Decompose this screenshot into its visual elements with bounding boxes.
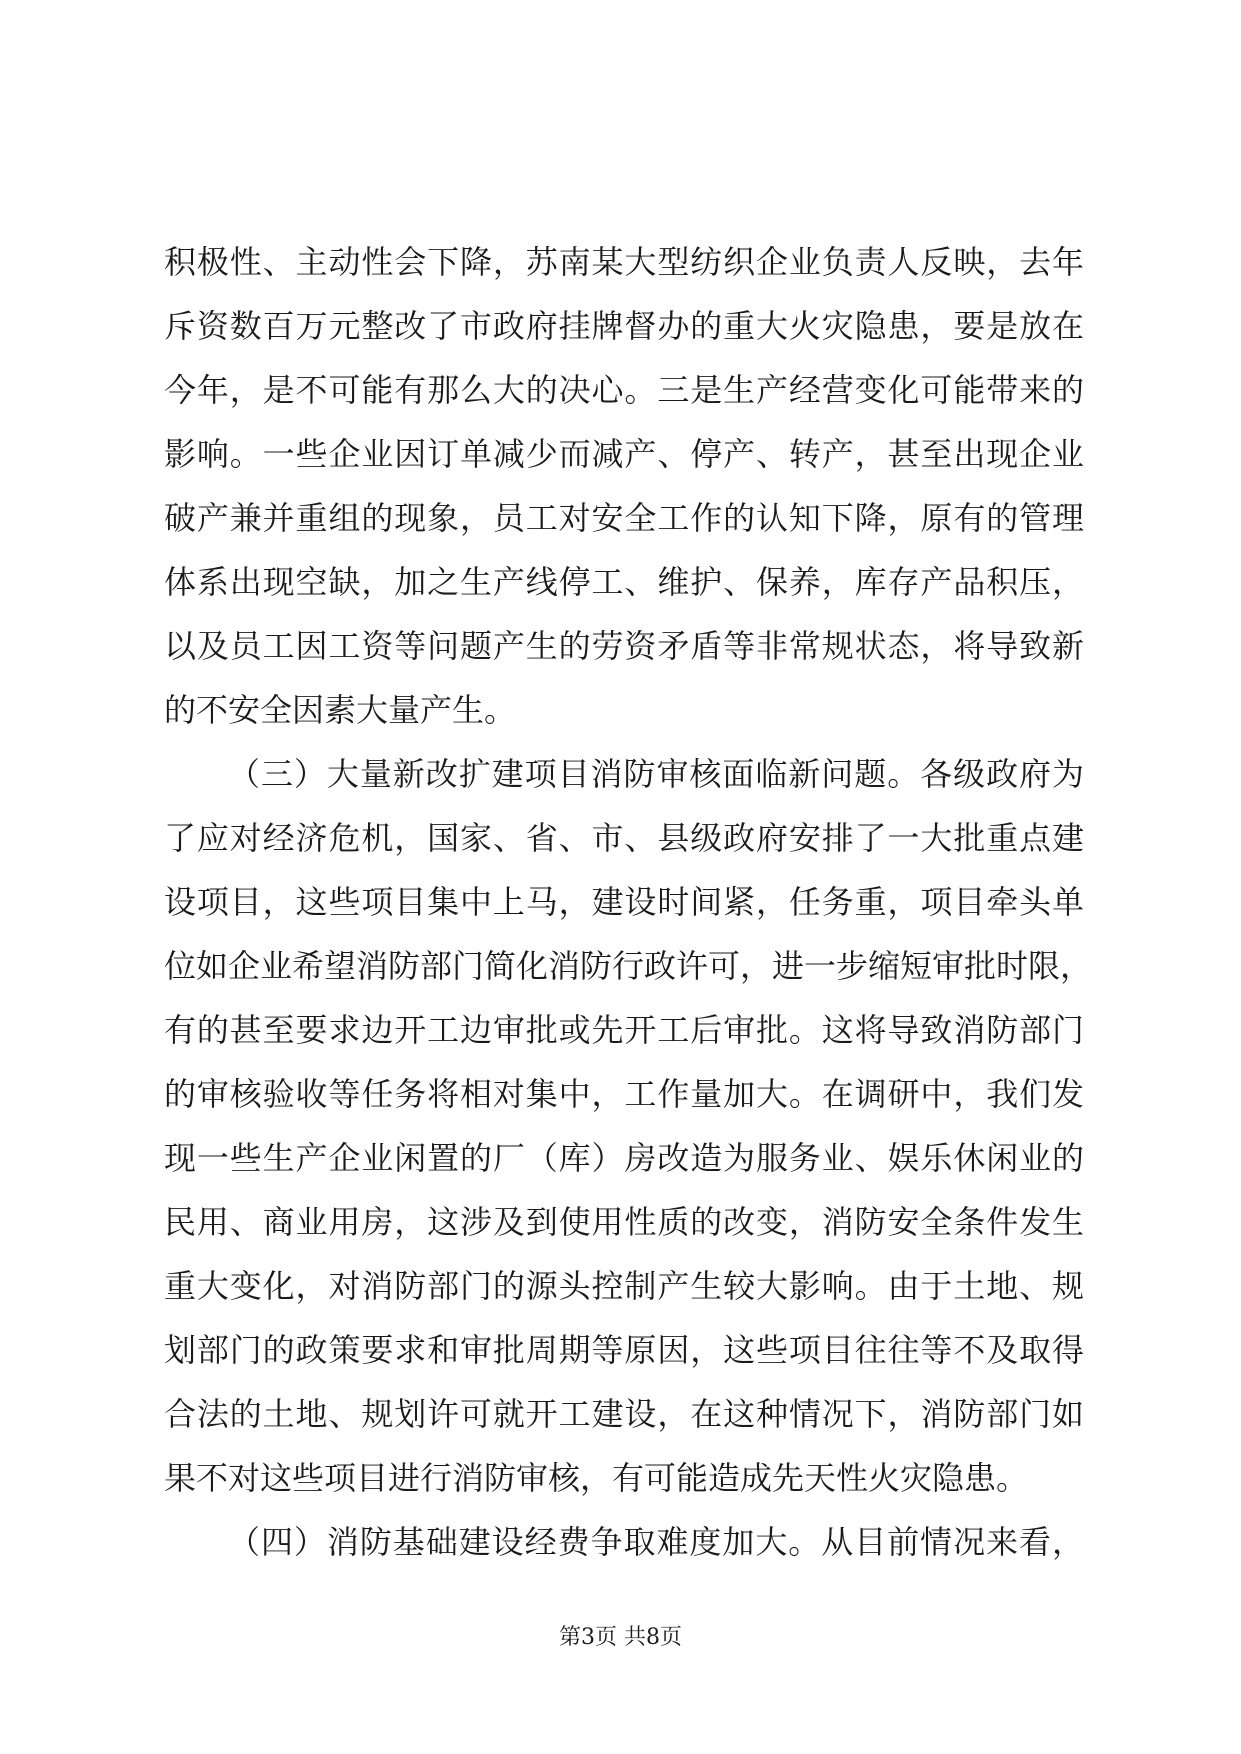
body-text [164, 230, 1093, 1574]
text-line: 民用、商业用房，这涉及到使用性质的改变，消防安全条件发生 [164, 1203, 1084, 1241]
text-line: 破产兼并重组的现象，员工对安全工作的认知下降，原有的管理 [164, 499, 1084, 537]
text-line: 了应对经济危机，国家、省、市、县级政府安排了一大批重点建 [164, 819, 1084, 857]
text-line: 以及员工因工资等问题产生的劳资矛盾等非常规状态，将导致新 [164, 627, 1084, 665]
text-line: 体系出现空缺，加之生产线停工、维护、保养，库存产品积压， [164, 563, 1084, 601]
text-line: 的不安全因素大量产生。 [164, 691, 517, 729]
text-line: 位如企业希望消防部门简化消防行政许可，进一步缩短审批时限， [164, 947, 1093, 985]
text-line: 设项目，这些项目集中上马，建设时间紧，任务重，项目牵头单 [164, 883, 1084, 921]
page-number: 第3页 共8页 [559, 1625, 682, 1650]
text-line: 积极性、主动性会下降，苏南某大型纺织企业负责人反映，去年 [164, 243, 1084, 281]
section-heading-line: （三）大量新改扩建项目消防审核面临新问题。各级政府为 [228, 755, 1084, 793]
text-line: 有的甚至要求边开工边审批或先开工后审批。这将导致消防部门 [164, 1011, 1084, 1049]
text-line: 现一些生产企业闲置的厂（库）房改造为服务业、娱乐休闲业的 [164, 1139, 1084, 1177]
text-line: 果不对这些项目进行消防审核，有可能造成先天性火灾隐患。 [164, 1459, 1029, 1497]
text-line: 斥资数百万元整改了市政府挂牌督办的重大火灾隐患，要是放在 [164, 307, 1084, 345]
section-heading-line: （四）消防基础建设经费争取难度加大。从目前情况来看， [228, 1523, 1084, 1561]
text-line: 今年，是不可能有那么大的决心。三是生产经营变化可能带来的 [164, 371, 1084, 409]
text-line: 的审核验收等任务将相对集中，工作量加大。在调研中，我们发 [164, 1075, 1084, 1113]
text-line: 合法的土地、规划许可就开工建设，在这种情况下，消防部门如 [164, 1395, 1084, 1433]
text-line: 划部门的政策要求和审批周期等原因，这些项目往往等不及取得 [164, 1331, 1084, 1369]
text-line: 重大变化，对消防部门的源头控制产生较大影响。由于土地、规 [164, 1267, 1084, 1305]
text-line: 影响。一些企业因订单减少而减产、停产、转产，甚至出现企业 [164, 435, 1084, 473]
